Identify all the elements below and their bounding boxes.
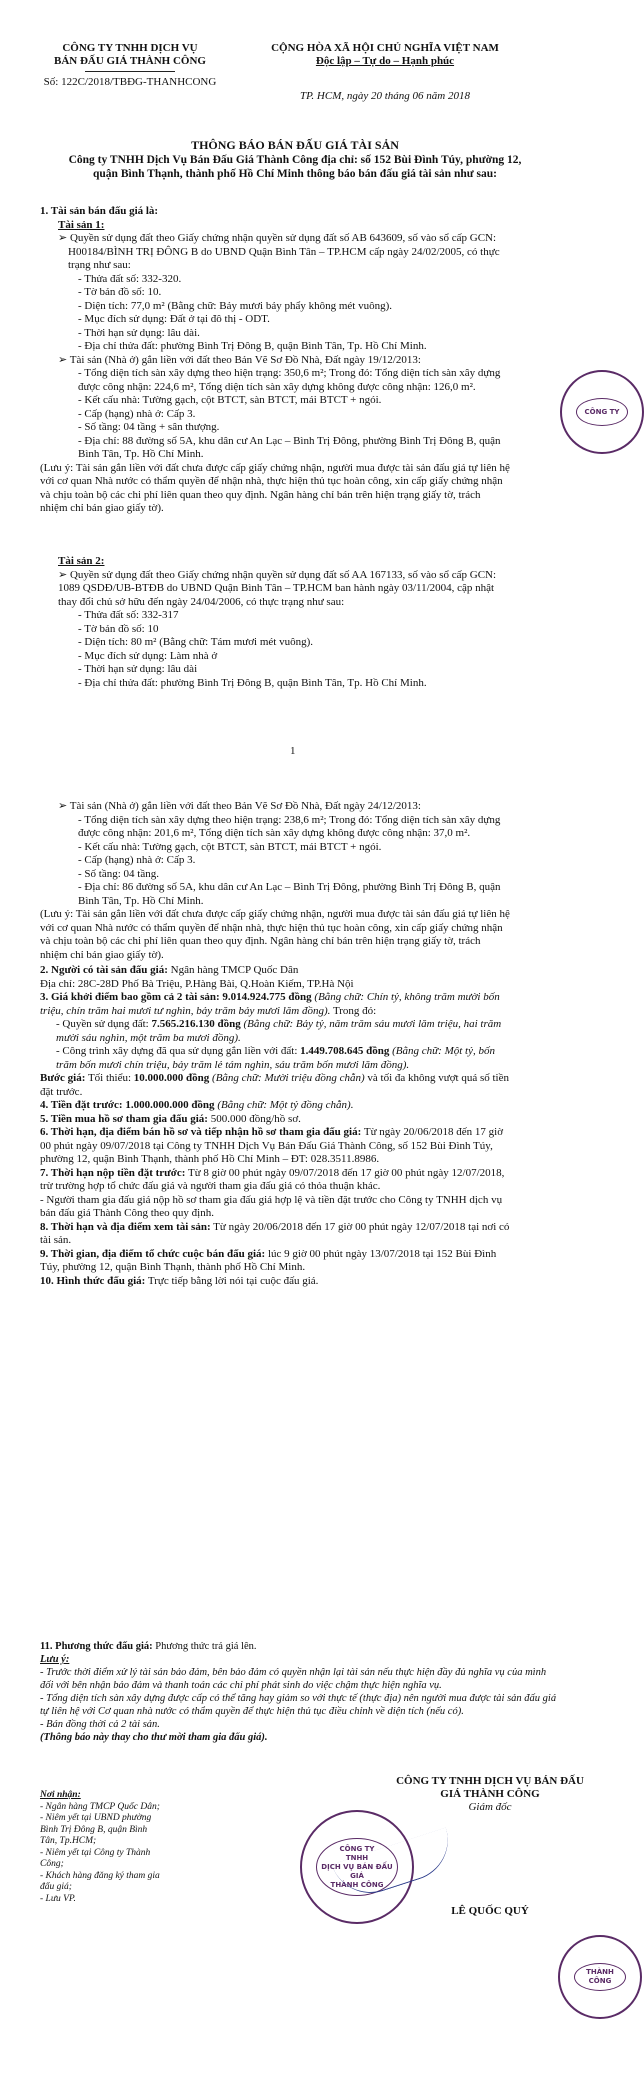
section-3-item-2: - Công trình xây dựng đã qua sử dụng gắn liền với đất: 1.449.708.645 đồng (Bằng chữ: Một tỷ, bốn trăm bốn mươi chín triệu, bảy trăm lẻ tám nghìn, sáu trăm bốn mươi lăm đồng).	[56, 1045, 495, 1071]
asset-2-intro: ➢ Quyền sử dụng đất theo Giấy chứng nhận quyền sử dụng đất số AA 167133, số vào sổ cấp GCN: 1089 QSDĐ/UB-BTĐB do UBND Quận Bình Tân – TP.HCM ban hành ngày 03/11/2004, cập nhật thay đổi chủ sở hữu đến ngày 24/04/2006, có thực trạng như sau:	[58, 568, 497, 608]
item-prefix: Công trình xây dựng đã qua sử dụng gắn liền với đất:	[62, 1045, 298, 1057]
list-item-text: Mục đích sử dụng: Đất ở tại đô thị - ODT.	[84, 313, 270, 325]
list-item-text: Cấp (hạng) nhà ở: Cấp 3.	[84, 854, 196, 866]
list-item-text: Thửa đất số: 332-320.	[84, 272, 182, 285]
recipient-item: - Niêm yết tại Công ty Thành Công;	[40, 1847, 151, 1869]
item-prefix: Quyền sử dụng đất:	[62, 1018, 149, 1030]
recipients-label: Nơi nhận:	[40, 1790, 81, 1800]
item-value: 7.565.216.130 đồng	[151, 1018, 241, 1030]
document-subtitle: Công ty TNHH Dịch Vụ Bán Đấu Giá Thành Công địa chỉ: số 152 Bùi Đình Túy, phường 12, quận Bình Thạnh, thành phố Hồ Chí Minh thông báo bán đấu giá tài sản như sau:	[68, 154, 522, 180]
company-seal	[560, 370, 644, 454]
document-number: Số: 122C/2018/TBĐG-THANHCONG	[43, 76, 217, 88]
step-tail: và tối đa không vượt quá số tiền đặt trước.	[40, 1072, 509, 1098]
list-item: - Thửa đất số: 332-320.	[78, 272, 182, 285]
section-9	[40, 1248, 510, 1275]
list-item: - Tờ bản đồ số: 10	[78, 622, 159, 635]
section-7	[40, 1167, 510, 1194]
step-prefix: Tối thiểu:	[87, 1072, 132, 1084]
list-item-text: Địa chỉ: 88 đường số 5A, khu dân cư An Lạc – Bình Trị Đông, phường Bình Trị Đông B, quận Bình Tân, Tp. Hồ Chí Minh.	[78, 434, 501, 460]
nation-motto: Độc lập – Tự do – Hạnh phúc	[315, 55, 455, 67]
seal-inner	[574, 1963, 626, 1991]
section-4	[40, 1099, 510, 1113]
section-10-value: Trực tiếp bằng lời nói tại cuộc đấu giá.	[147, 1274, 319, 1287]
section-3	[40, 991, 510, 1018]
section-3-item-1: - Quyền sử dụng đất: 7.565.216.130 đồng (Bằng chữ: Bảy tỷ, năm trăm sáu mươi lăm triệu, hai trăm mười sáu nghìn, một trăm ba mươi đồng).	[56, 1018, 502, 1044]
closing-note: (Thông báo này thay cho thư mời tham gia đấu giá).	[40, 1732, 268, 1743]
asset-1-note: (Lưu ý: Tài sản gắn liền với đất chưa được cấp giấy chứng nhận, người mua được tài sản đấu giá tự liên hệ với cơ quan Nhà nước có thẩm quyền để nhận nhà, thực hiện thủ tục hoàn công, xin cấp giấy chứng nhận và chịu toàn bộ các chi phí liên quan theo quy định. Ngân hàng chỉ bán trên hiện trạng giấy tờ, trách nhiệm chỉ bán giao giấy tờ).	[40, 461, 510, 514]
asset-2-intro-text: Quyền sử dụng đất theo Giấy chứng nhận quyền sử dụng đất số AA 167133, số vào sổ cấp GCN: 1089 QSDĐ/UB-BTĐB do UBND Quận Bình Tân – TP.HCM ban hành ngày 03/11/2004, cập nhật thay đổi chủ sở hữu đến ngày 24/04/2006, có thực trạng như sau:	[58, 568, 497, 608]
asset-1-label: Tài sản 1:	[58, 218, 105, 231]
section-6	[40, 1126, 510, 1167]
section-7-value: Từ 8 giờ 00 phút ngày 09/07/2018 đến 17 giờ 00 phút ngày 12/07/2018, trừ trường hợp tổ chức đấu giá và người tham gia đấu giá có thỏa thuận khác.	[40, 1166, 505, 1192]
section-8-label: 8. Thời hạn và địa điểm xem tài sản:	[40, 1220, 211, 1233]
asset-1-house: ➢ Tài sản (Nhà ở) gắn liền với đất theo Bản Vẽ Sơ Đồ Nhà, Đất ngày 19/12/2013:	[58, 353, 421, 366]
step-label: Bước giá:	[40, 1072, 86, 1084]
seal-text: TNHH	[345, 1853, 369, 1862]
section-11-value: Phương thức trả giá lên.	[155, 1641, 257, 1652]
section-6-label: 6. Thời hạn, địa điểm bán hồ sơ và tiếp nhận hồ sơ tham gia đấu giá:	[40, 1126, 362, 1138]
signature-block	[385, 1775, 595, 1814]
list-item: - Mục đích sử dụng: Làm nhà ở	[78, 649, 218, 662]
section-9-label: 9. Thời gian, địa điểm tổ chức cuộc bán đấu giá:	[40, 1247, 266, 1260]
asset-2-house-list	[40, 814, 510, 909]
section-2-label: 2. Người có tài sản đấu giá:	[40, 964, 168, 976]
list-item: - Thời hạn sử dụng: lâu dài.	[78, 326, 200, 339]
note-item: - Bán đồng thời cả 2 tài sản.	[40, 1719, 160, 1730]
asset-2-note: (Lưu ý: Tài sản gắn liền với đất chưa được cấp giấy chứng nhận, người mua được tài sản đấu giá tự liên hệ với cơ quan Nhà nước có thẩm quyền để nhận nhà, thực hiện thủ tục hoàn công, xin cấp giấy chứng nhận và chịu toàn bộ các chi phí liên quan theo quy định. Ngân hàng chỉ bán trên hiện trạng giấy tờ, trách nhiệm chỉ bán giao giấy tờ).	[40, 908, 510, 961]
section-2-address: Địa chỉ: 28C-28D Phố Bà Triệu, P.Hàng Bài, Q.Hoàn Kiếm, TP.Hà Nội	[40, 977, 354, 990]
list-item-text: Cấp (hạng) nhà ở: Cấp 3.	[84, 407, 196, 420]
asset-2-house: ➢ Tài sản (Nhà ở) gắn liền với đất theo Bản Vẽ Sơ Đồ Nhà, Đất ngày 24/12/2013:	[58, 800, 421, 812]
section-11-label: 11. Phương thức đấu giá:	[40, 1641, 153, 1652]
list-item: - Diện tích: 77,0 m² (Bằng chữ: Bảy mươi bảy phẩy không mét vuông).	[78, 299, 393, 312]
section-3-label: 3. Giá khởi điểm bao gồm cả 2 tài sản:	[40, 991, 220, 1003]
list-item: - Thửa đất số: 332-317	[78, 609, 179, 621]
section-3-step	[40, 1072, 510, 1099]
asset-2-list	[40, 609, 510, 690]
section-assets	[40, 205, 510, 516]
section-7-extra: - Người tham gia đấu giá nộp hồ sơ tham gia đấu giá hợp lệ và tiền đặt trước cho Công ty TNHH dịch vụ bán đấu giá Thành Công theo quy định.	[40, 1193, 503, 1219]
list-item: - Địa chỉ: 86 đường số 5A, khu dân cư An Lạc – Bình Trị Đông, phường Bình Trị Đông B, quận Bình Tân, Tp. Hồ Chí Minh.	[78, 881, 501, 907]
recipient-item: - Niêm yết tại UBND phường Bình Trị Đông B, quận Bình Tân, Tp.HCM;	[40, 1813, 152, 1846]
list-item-text: Diện tích: 77,0 m² (Bằng chữ: Bảy mươi bảy phẩy không mét vuông).	[84, 299, 393, 312]
list-item: - Địa chỉ thửa đất: phường Bình Trị Đông B, quận Bình Tân, Tp. Hồ Chí Minh.	[78, 340, 427, 352]
asset-1-intro: ➢ Quyền sử dụng đất theo Giấy chứng nhận quyền sử dụng đất số AB 643609, số vào sổ cấp GCN: H00184/BÌNH TRỊ ĐÔNG B do UBND Quận Bình Tân – TP.HCM cấp ngày 24/02/2005, có thực trạng như sau:	[58, 232, 500, 271]
seal-text: THÀNH CÔNG	[586, 1968, 614, 1985]
section-5-label: 5. Tiền mua hồ sơ tham gia đấu giá:	[40, 1112, 208, 1125]
section-5-value: 500.000 đồng/hồ sơ.	[210, 1112, 301, 1125]
note-item: - Tổng diện tích sàn xây dựng được cấp có thể tăng hay giảm so với thực tế (thực địa) nên người mua được tài sản đấu giá tự liên hệ với Cơ quan nhà nước có thẩm quyền để thực hiện thủ tục điều chỉnh về diện tích (nếu có).	[40, 1693, 557, 1717]
list-item: - Tổng diện tích sàn xây dựng theo hiện trạng: 350,6 m²; Trong đó: Tổng diện tích sàn xây dựng được công nhận: 224,6 m², Tổng diện tích sàn xây dựng không được công nhận: 126,0 m².	[78, 367, 501, 393]
asset-1-house-list	[40, 367, 510, 462]
notes-label: Lưu ý:	[40, 1654, 70, 1665]
section-9-value: lúc 9 giờ 00 phút ngày 13/07/2018 tại 152 Bùi Đình Túy, phường 12, quận Bình Thạnh, thành phố Hồ Chí Minh.	[40, 1247, 497, 1273]
list-item-text: Thửa đất số: 332-317	[84, 609, 179, 621]
margin-seal	[558, 1935, 642, 2019]
item-words: (Bằng chữ: Một tỷ, bốn trăm bốn mươi chín triệu, bảy trăm lẻ tám nghìn, sáu trăm bốn mươi lăm đồng).	[56, 1045, 495, 1071]
list-item: - Số tầng: 04 tầng + sân thượng.	[78, 421, 220, 433]
list-item: - Kết cấu nhà: Tường gạch, cột BTCT, sàn BTCT, mái BTCT + ngói.	[78, 394, 382, 406]
seal-text: CÔNG TY	[584, 407, 620, 416]
section-2-value: Ngân hàng TMCP Quốc Dân	[170, 964, 299, 976]
company-name-line1: CÔNG TY TNHH DỊCH VỤ	[62, 42, 198, 54]
list-item-text: Số tầng: 04 tầng.	[84, 867, 159, 880]
list-item: - Kết cấu nhà: Tường gạch, cột BTCT, sàn BTCT, mái BTCT + ngói.	[78, 840, 382, 853]
signature-company: CÔNG TY TNHH DỊCH VỤ BÁN ĐẤU GIÁ THÀNH CÔNG	[396, 1775, 584, 1800]
company-header	[40, 42, 220, 89]
section-5	[40, 1113, 510, 1127]
section-10-label: 10. Hình thức đấu giá:	[40, 1274, 146, 1287]
section-11-line	[40, 1640, 560, 1653]
asset-1-house-text: Tài sản (Nhà ở) gắn liền với đất theo Bản Vẽ Sơ Đồ Nhà, Đất ngày 19/12/2013:	[69, 353, 421, 366]
list-item-text: Thời hạn sử dụng: lâu dài	[84, 663, 198, 675]
list-item-text: Kết cấu nhà: Tường gạch, cột BTCT, sàn BTCT, mái BTCT + ngói.	[84, 394, 382, 406]
section-heading: 1. Tài sản bán đấu giá là:	[40, 205, 159, 217]
company-name-line2: BÁN ĐẤU GIÁ THÀNH CÔNG	[54, 55, 206, 67]
seal-text: CÔNG TY	[339, 1844, 375, 1853]
step-value: 10.000.000 đồng	[133, 1072, 210, 1084]
list-item-text: Tổng diện tích sàn xây dựng theo hiện trạng: 350,6 m²; Trong đó: Tổng diện tích sàn xây dựng được công nhận: 224,6 m², Tổng diện tích sàn xây dựng không được công nhận: 126,0 m².	[78, 367, 501, 393]
signer-name: LÊ QUỐC QUÝ	[451, 1905, 529, 1917]
recipient-item: - Ngân hàng TMCP Quốc Dân;	[40, 1801, 160, 1812]
list-item: - Tờ bản đồ số: 10.	[78, 286, 162, 298]
document-title: THÔNG BÁO BÁN ĐẤU GIÁ TÀI SẢN	[191, 138, 399, 152]
list-item: - Tổng diện tích sàn xây dựng theo hiện trạng: 238,6 m²; Trong đó: Tổng diện tích sàn xây dựng được công nhận: 201,6 m², Tổng diện tích sàn xây dựng không được công nhận: 37,0 m².	[78, 813, 501, 839]
nation-header	[255, 42, 515, 103]
section-2	[40, 964, 510, 978]
section-asset-2	[40, 555, 510, 690]
note-item: - Trước thời điểm xử lý tài sản bảo đảm, bên bảo đảm có quyền nhận lại tài sản nếu thực hiện đầy đủ nghĩa vụ của mình đối với bên nhận bảo đảm và thanh toán các chi phí phát sinh do việc chậm thực hiện nghĩa vụ.	[40, 1667, 547, 1691]
section-11	[40, 1640, 560, 1744]
nation-title: CỘNG HÒA XÃ HỘI CHỦ NGHĨA VIỆT NAM	[271, 42, 499, 54]
list-item: - Địa chỉ: 88 đường số 5A, khu dân cư An Lạc – Bình Trị Đông, phường Bình Trị Đông B, quận Bình Tân, Tp. Hồ Chí Minh.	[78, 434, 501, 460]
list-item-text: Số tầng: 04 tầng + sân thượng.	[84, 421, 220, 433]
list-item-text: Địa chỉ thửa đất: phường Bình Trị Đông B, quận Bình Tân, Tp. Hồ Chí Minh.	[84, 340, 427, 352]
asset-2-label: Tài sản 2:	[58, 555, 105, 567]
section-4-label: 4. Tiền đặt trước:	[40, 1099, 123, 1111]
section-8	[40, 1221, 510, 1248]
section-7-label: 7. Thời hạn nộp tiền đặt trước:	[40, 1166, 186, 1179]
divider	[85, 71, 175, 72]
item-words: (Bằng chữ: Bảy tỷ, năm trăm sáu mươi lăm triệu, hai trăm mười sáu nghìn, một trăm ba mươi đồng).	[56, 1018, 502, 1044]
list-item-text: Tổng diện tích sàn xây dựng theo hiện trạng: 238,6 m²; Trong đó: Tổng diện tích sàn xây dựng được công nhận: 201,6 m², Tổng diện tích sàn xây dựng không được công nhận: 37,0 m².	[78, 813, 501, 839]
list-item-text: Thời hạn sử dụng: lâu dài.	[84, 326, 200, 339]
recipient-item: - Khách hàng đăng ký tham gia đấu giá;	[40, 1870, 160, 1892]
seal-text: DỊCH VỤ BÁN ĐẤU GIÁ	[321, 1862, 393, 1880]
list-item: - Số tầng: 04 tầng.	[78, 867, 159, 880]
page-number: 1	[290, 745, 296, 757]
asset-1-list	[40, 273, 510, 354]
step-words: (Bằng chữ: Mười triệu đồng chẵn)	[212, 1072, 365, 1084]
section-asset-2-house	[40, 800, 510, 1288]
section-10	[40, 1275, 510, 1289]
list-item: - Mục đích sử dụng: Đất ở tại đô thị - ODT.	[78, 313, 270, 325]
section-3-tail: Trong đó:	[332, 1004, 377, 1017]
list-item: - Thời hạn sử dụng: lâu dài	[78, 663, 198, 675]
list-item-text: Địa chỉ thửa đất: phường Bình Trị Đông B, quận Bình Tân, Tp. Hồ Chí Minh.	[84, 676, 427, 689]
section-4-words: (Bằng chữ: Một tỷ đồng chẵn).	[217, 1099, 354, 1111]
section-4-value: 1.000.000.000 đồng	[125, 1099, 215, 1111]
list-item: - Diện tích: 80 m² (Bằng chữ: Tám mươi mét vuông).	[78, 636, 313, 648]
list-item-text: Diện tích: 80 m² (Bằng chữ: Tám mươi mét vuông).	[84, 636, 313, 648]
asset-2-house-text: Tài sản (Nhà ở) gắn liền với đất theo Bản Vẽ Sơ Đồ Nhà, Đất ngày 24/12/2013:	[69, 800, 421, 812]
list-item-text: Tờ bản đồ số: 10	[84, 622, 159, 635]
list-item-text: Địa chỉ: 86 đường số 5A, khu dân cư An Lạc – Bình Trị Đông, phường Bình Trị Đông B, quận Bình Tân, Tp. Hồ Chí Minh.	[78, 881, 501, 907]
list-item-text: Tờ bản đồ số: 10.	[84, 286, 162, 298]
seal-inner	[576, 398, 628, 426]
section-3-value: 9.014.924.775 đồng	[222, 991, 312, 1003]
list-item-text: Kết cấu nhà: Tường gạch, cột BTCT, sàn BTCT, mái BTCT + ngói.	[84, 840, 382, 853]
list-item-text: Mục đích sử dụng: Làm nhà ở	[84, 649, 218, 662]
recipients	[40, 1790, 165, 1905]
document-date: TP. HCM, ngày 20 tháng 06 năm 2018	[300, 90, 470, 102]
recipient-item: - Lưu VP.	[40, 1893, 76, 1904]
section-8-value: Từ ngày 20/06/2018 đến 17 giờ 00 phút ngày 12/07/2018 tại nơi có tài sản.	[40, 1220, 510, 1246]
list-item: - Địa chỉ thửa đất: phường Bình Trị Đông B, quận Bình Tân, Tp. Hồ Chí Minh.	[78, 676, 427, 689]
section-3-words: (Bằng chữ: Chín tỷ, không trăm mười bốn triệu, chín trăm hai mươi tư nghìn, bảy trăm bảy mươi lăm đồng).	[40, 991, 500, 1017]
section-6-value: Từ ngày 20/06/2018 đến 17 giờ 00 phút ngày 09/07/2018 tại Công ty TNHH Dịch Vụ Bán Đấu Giá Thành Công, số 152 Bùi Đình Túy, phường 12, quận Bình Thạnh, thành phố Hồ Chí Minh – ĐT: 028.3511.8986.	[40, 1126, 504, 1165]
list-item: - Cấp (hạng) nhà ở: Cấp 3.	[78, 407, 196, 420]
signature-role: Giám đốc	[468, 1801, 512, 1813]
list-item: - Cấp (hạng) nhà ở: Cấp 3.	[78, 854, 196, 866]
asset-1-intro-text: Quyền sử dụng đất theo Giấy chứng nhận quyền sử dụng đất số AB 643609, số vào sổ cấp GCN: H00184/BÌNH TRỊ ĐÔNG B do UBND Quận Bình Tân – TP.HCM cấp ngày 24/02/2005, có thực trạng như sau:	[68, 232, 500, 271]
seal-text: THÀNH CÔNG	[330, 1880, 384, 1889]
item-value: 1.449.708.645 đồng	[300, 1045, 390, 1057]
